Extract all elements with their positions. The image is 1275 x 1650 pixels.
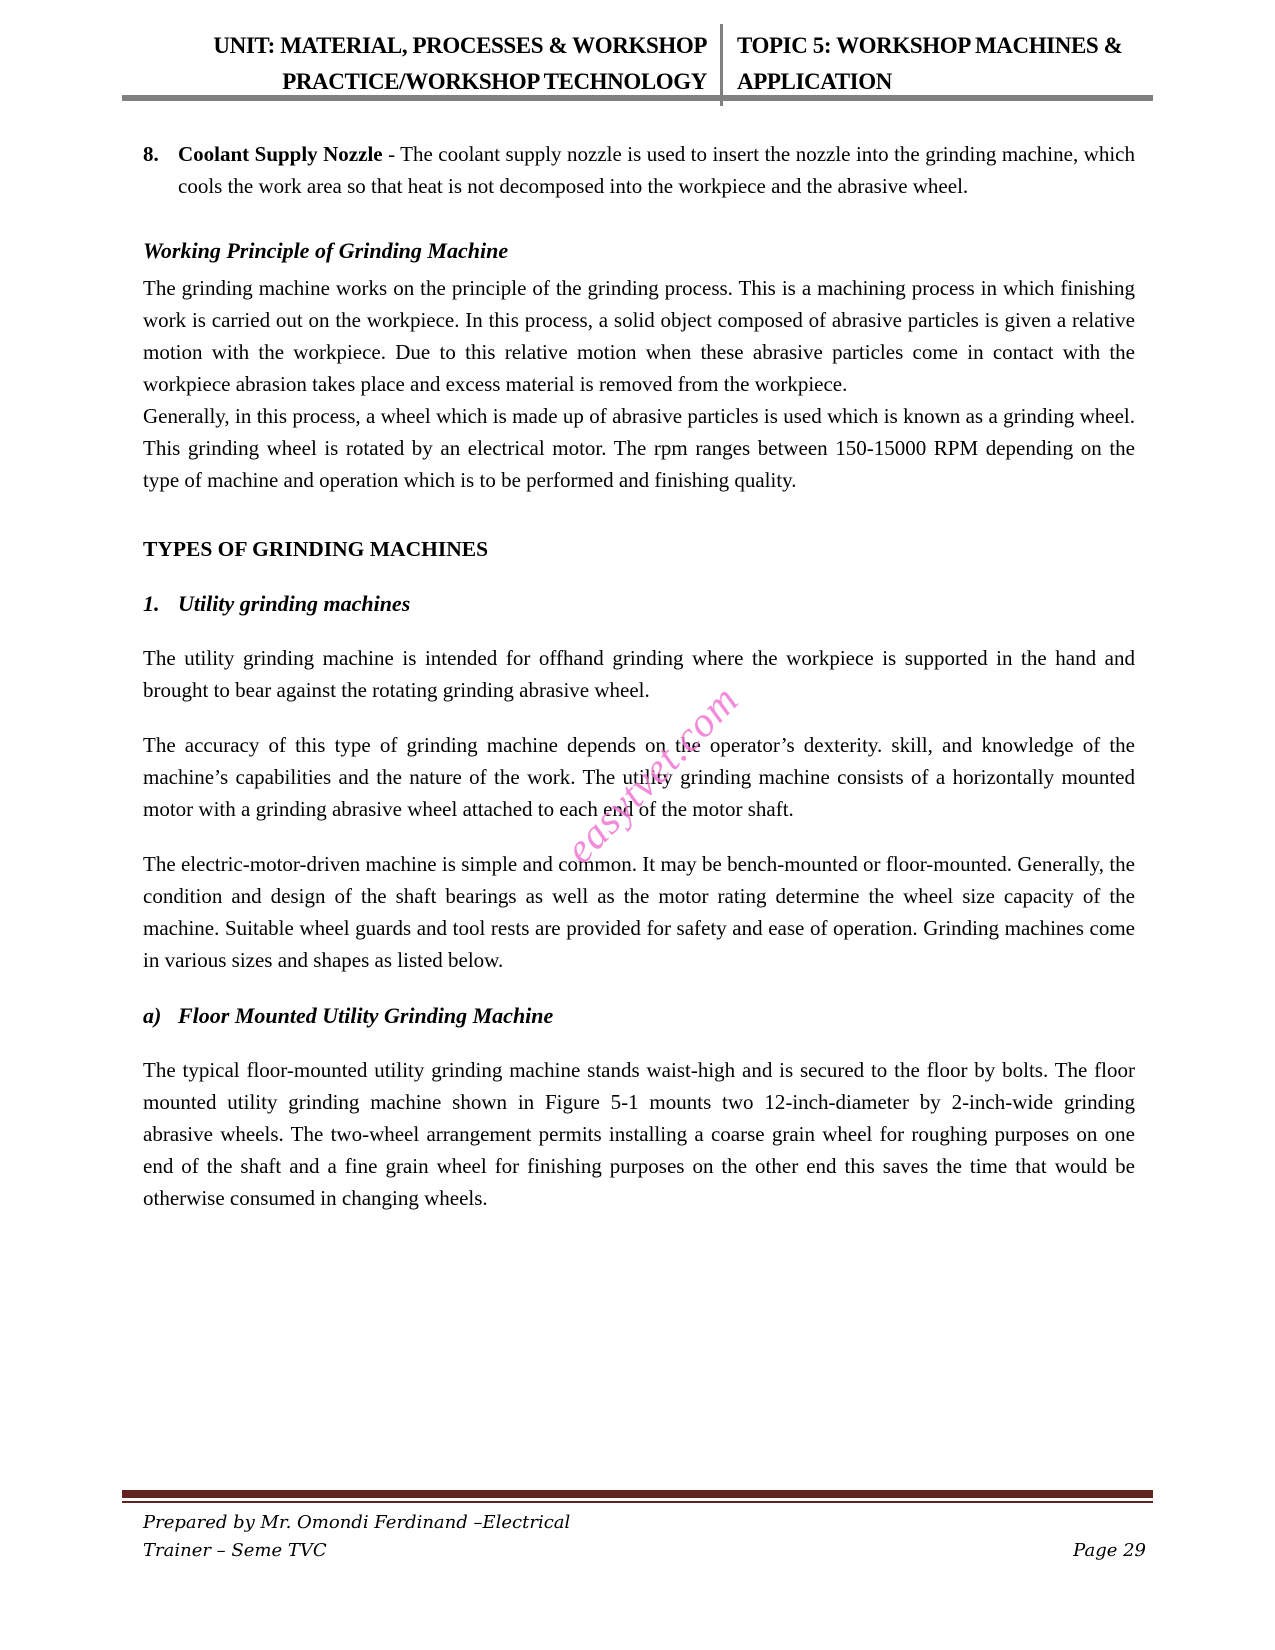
document-body [143, 138, 1135, 1237]
list-item-number: 8. [143, 142, 159, 166]
header-topic-title-line2: APPLICATION [737, 69, 892, 94]
heading-utility-grinding-machines [143, 589, 1135, 619]
footer-prepared-by: Prepared by Mr. Omondi Ferdinand –Electrical [143, 1512, 571, 1533]
paragraph-utility-2: The accuracy of this type of grinding machine depends on the operator’s dexterity. skill, and knowledge of the machine’s capabilities and the nature of the work. The utility grinding machine consists of a horizontally mounted motor with a grinding abrasive wheel attached to each end of the motor shaft. [143, 733, 1135, 821]
watermark: easytvet.com [556, 676, 749, 873]
page-number: Page 29 [1073, 1540, 1146, 1561]
paragraph-utility-3: The electric-motor-driven machine is simple and common. It may be bench-mounted or floor-mounted. Generally, the condition and design of the shaft bearings as well as the motor rating determine the wheel size capacity of the machine. Suitable wheel guards and tool rests are provided for safety and ease of operation. Grinding machines come in various sizes and shapes as listed below. [143, 852, 1135, 972]
paragraph-working-principle-1: The grinding machine works on the principle of the grinding process. This is a machining process in which finishing work is carried out on the workpiece. In this process, a solid object composed of abrasive particles is given a relative motion with the workpiece. Due to this relative motion when these abrasive particles come in contact with the workpiece abrasion takes place and excess material is removed from the workpiece. [143, 276, 1135, 396]
footer-rule-thick [122, 1490, 1153, 1498]
list-item-term: Coolant Supply Nozzle [178, 142, 383, 166]
heading-utility-label: Utility grinding machines [178, 591, 411, 616]
page-footer [122, 1490, 1153, 1565]
list-item-description: - The coolant supply nozzle is used to insert the nozzle into the grinding machine, which cools the work area so that heat is not decomposed into the workpiece and the abrasive wheel. [178, 142, 1135, 198]
header-unit-title [122, 24, 720, 106]
header-topic-title [723, 24, 1153, 106]
heading-utility-number: 1. [143, 591, 160, 616]
footer-rule-thin [122, 1501, 1153, 1503]
header-topic-title-line1: TOPIC 5: WORKSHOP MACHINES & [737, 33, 1123, 58]
header-rule [122, 95, 1153, 101]
page-header [122, 24, 1153, 106]
header-unit-title-line2: PRACTICE/WORKSHOP TECHNOLOGY [282, 69, 707, 94]
footer-trainer: Trainer – Seme TVC [143, 1540, 327, 1561]
heading-floor-mounted-label: Floor Mounted Utility Grinding Machine [178, 1003, 554, 1028]
list-item-text [178, 138, 1135, 202]
paragraph-floor-mounted-1: The typical floor-mounted utility grinding machine stands waist-high and is secured to the floor by bolts. The floor mounted utility grinding machine shown in Figure 5-1 mounts two 12-inch-diameter by 2-inch-wide grinding abrasive wheels. The two-wheel arrangement permits installing a coarse grain wheel for roughing purposes on one end of the shaft and a fine grain wheel for finishing purposes on the other end this saves the time that would be otherwise consumed in changing wheels. [143, 1058, 1135, 1210]
footer-text [122, 1509, 1153, 1565]
heading-floor-mounted [143, 1001, 1135, 1031]
heading-floor-mounted-letter: a) [143, 1003, 162, 1028]
paragraph-working-principle-2: Generally, in this process, a wheel which is made up of abrasive particles is used which is known as a grinding wheel. This grinding wheel is rotated by an electrical motor. The rpm ranges between 150-15000 RPM depending on the type of machine and operation which is to be performed and finishing quality. [143, 404, 1135, 492]
header-unit-title-line1: UNIT: MATERIAL, PROCESSES & WORKSHOP [213, 33, 707, 58]
paragraph-utility-1: The utility grinding machine is intended for offhand grinding where the workpiece is supported in the hand and brought to bear against the rotating grinding abrasive wheel. [143, 646, 1135, 702]
heading-working-principle: Working Principle of Grinding Machine [143, 238, 509, 263]
list-item-coolant-supply-nozzle [143, 138, 1135, 202]
heading-types-of-grinding-machines: TYPES OF GRINDING MACHINES [143, 537, 489, 561]
